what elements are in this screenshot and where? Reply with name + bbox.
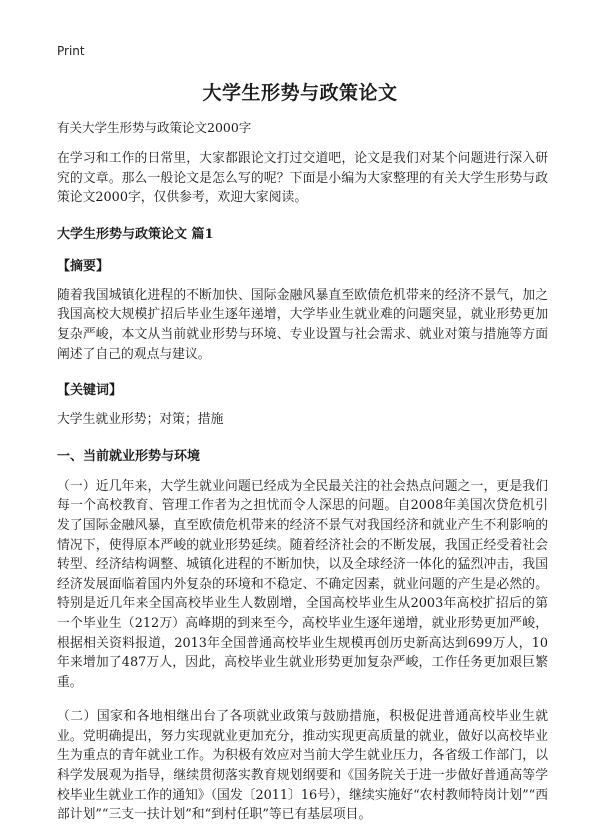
keywords-paragraph: 大学生就业形势；对策；措施 [57, 412, 224, 428]
section-paragraph: （一）近几年来，大学生就业问题已经成为全民最关注的社会热点问题之一，更是我们每一个高校教育、管理工作者为之担忧而令人深思的问题。自2008年美国次贷危机引发了国际金融风暴，直至欧债危机带来的经济不景气对我国经济和就业产生不利影响的情况下，使得原本严峻的就业形势延续。随着经济社会的不断发展，我国正经受着社会转型、经济结构调整、城镇化进程的不断加快，以及全球经济一体化的猛烈冲击，我国经济发展面临着国内外复杂的环境和不稳定、不确定因素，就业问题的产生是必然的。特别是近几年来全国高校毕业生人数剧增，全国高校毕业生从2003年高校扩招后的第一个毕业生（212万）高峰期的到来至今，高校毕业生逐年递增，就业形势更加严峻，根据相关资料报道，2013年全国普通高校毕业生规模再创历史新高达到699万人，10年来增加了487万人，因此，高校毕业生就业形势更加复杂严峻，工作任务更加艰巨繁重。 [57, 478, 548, 690]
abstract-heading: 【摘要】 [57, 258, 110, 274]
document-subtitle: 有关大学生形势与政策论文2000字 [57, 120, 252, 135]
section-heading: 一、当前就业形势与环境 [57, 448, 201, 464]
abstract-paragraph: 随着我国城镇化进程的不断加快、国际金融风暴直至欧债危机带来的经济不景气，加之我国高校大规模扩招后毕业生逐年递增，大学毕业生就业难的问题突显，就业形势更加复杂严峻，本文从当前就业形势与环境、专业设置与社会需求、就业对策与措施等方面阐述了自己的观点与建议。 [57, 287, 548, 362]
document-title: 大学生形势与政策论文 [202, 82, 398, 104]
print-link[interactable]: Print [57, 44, 85, 58]
keywords-heading: 【关键词】 [57, 383, 123, 399]
article-heading: 大学生形势与政策论文 篇1 [57, 226, 214, 242]
section-paragraph: （二）国家和各地相继出台了各项就业政策与鼓励措施，积极促进普通高校毕业生就业。党明确提出，努力实现就业更加充分，推动实现更高质量的就业，做好以高校毕业生为重点的青年就业工作。为积极有效应对当前大学生就业压力，各省级工作部门，以科学发展观为指导，继续贯彻落实教育规划纲要和《国务院关于进一步做好普通高等学校毕业生就业工作的通知》（国发〔2011〕16号），继续实施好“农村教师特岗计划”“西部计划”“三支一扶计划”和“到村任职”等已有基层项目。 [57, 709, 548, 823]
document-body [57, 118, 548, 840]
intro-paragraph: 在学习和工作的日常里，大家都跟论文打过交道吧，论文是我们对某个问题进行深入研究的文章。那么一般论文是怎么写的呢？下面是小编为大家整理的有关大学生形势与政策论文2000字，仅供参考，欢迎大家阅读。 [57, 151, 548, 206]
